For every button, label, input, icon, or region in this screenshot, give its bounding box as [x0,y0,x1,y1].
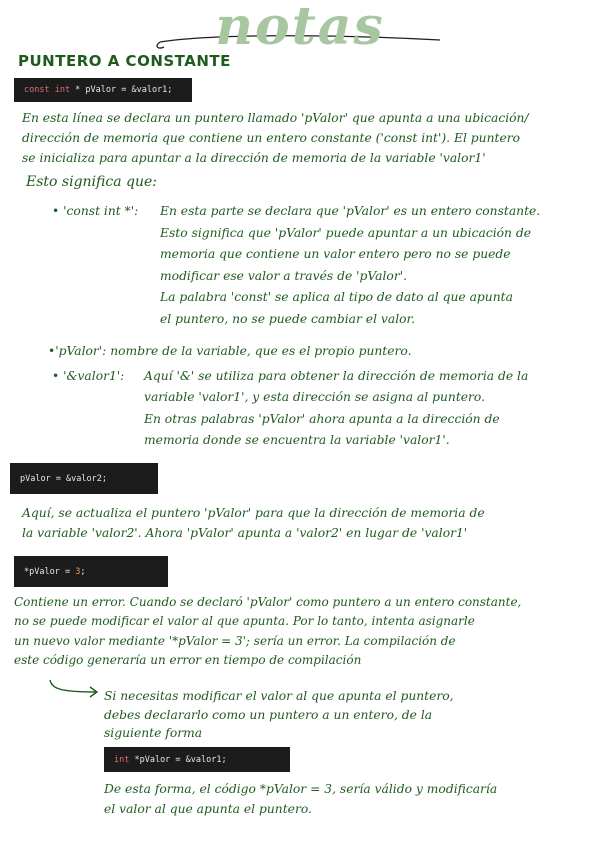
code-block-1 [14,78,192,102]
text-line: variable 'valor1', y esta dirección se asigna al puntero. [144,390,486,405]
text-line: no se puede modificar el valor al que apunta. Por lo tanto, intenta asignarle [14,614,475,629]
text-line: De esta forma, el código *pValor = 3, sería válido y modificaría [104,782,498,796]
text-line: dirección de memoria que contiene un entero constante ('const int'). El puntero [22,131,521,145]
arrow-icon [46,676,102,704]
bullet-3-label: • '&valor1': [52,369,125,383]
code-keyword: int [114,754,130,765]
text-line: En otras palabras 'pValor' ahora apunta a la dirección de [144,411,500,426]
code-text: * pValor = &valor1; [70,85,173,95]
code-keyword: const int [24,85,71,95]
code-text: pValor = &valor2; [20,473,107,484]
paragraph-4 [104,779,497,819]
text-line: modificar ese valor a través de 'pValor'. [160,268,407,283]
text-line: Esto significa que 'pValor' puede apuntar a un ubicación de [160,225,532,240]
text-line: En esta parte se declara que 'pValor' es un entero constante. [160,204,541,218]
text-line: el puntero, no se puede cambiar el valor. [160,311,415,326]
paragraph-1 [22,108,529,168]
text-line: siguiente forma [104,726,203,740]
text-line: En esta línea se declara un puntero llamado 'pValor' que apunta a una ubicación/ [22,111,529,125]
text-line: el valor al que apunta el puntero. [104,802,312,816]
note-paragraph [104,687,454,743]
page-title: notas [215,0,385,57]
meaning-intro: Esto significa que: [26,174,157,190]
section-heading: PUNTERO A CONSTANTE [18,52,231,70]
text-line: Si necesitas modificar el valor al que apunta el puntero, [104,689,454,703]
text-line: se inicializa para apuntar a la dirección de memoria de la variable 'valor1' [22,151,486,165]
page-header [0,0,600,60]
code-text: *pValor = &valor1; [129,754,227,765]
code-number: 3 [75,566,81,577]
bullet-1-label: • 'const int *': [52,204,139,218]
text-line: la variable 'valor2'. Ahora 'pValor' apunta a 'valor2' en lugar de 'valor1' [22,526,468,540]
text-line: La palabra 'const' se aplica al tipo de dato al que apunta [160,290,513,305]
text-line: Contiene un error. Cuando se declaró 'pValor' como puntero a un entero constante, [14,595,522,609]
text-line: memoria que contiene un valor entero pero no se puede [160,247,511,262]
text-line: memoria donde se encuentra la variable 'valor1'. [144,433,450,448]
text-line: Aquí '&' se utiliza para obtener la dirección de memoria de la [144,369,529,383]
code-block-4 [104,747,290,772]
bullet-3-text [144,366,528,452]
text-line: debes declararlo como un puntero a un entero, de la [104,707,433,722]
code-block-2 [10,463,158,494]
paragraph-2 [22,503,485,543]
code-text: *pValor = [24,566,76,577]
paragraph-3 [14,593,521,670]
code-block-3 [14,556,168,587]
text-line: un nuevo valor mediante '*pValor = 3'; sería un error. La compilación de [14,633,456,648]
bullet-2: •'pValor': nombre de la variable, que es el propio puntero. [48,344,412,358]
code-text: ; [80,566,86,577]
bullet-1-text [160,201,540,331]
text-line: este código generaría un error en tiempo de compilación [14,652,362,667]
text-line: Aquí, se actualiza el puntero 'pValor' para que la dirección de memoria de [22,506,485,520]
